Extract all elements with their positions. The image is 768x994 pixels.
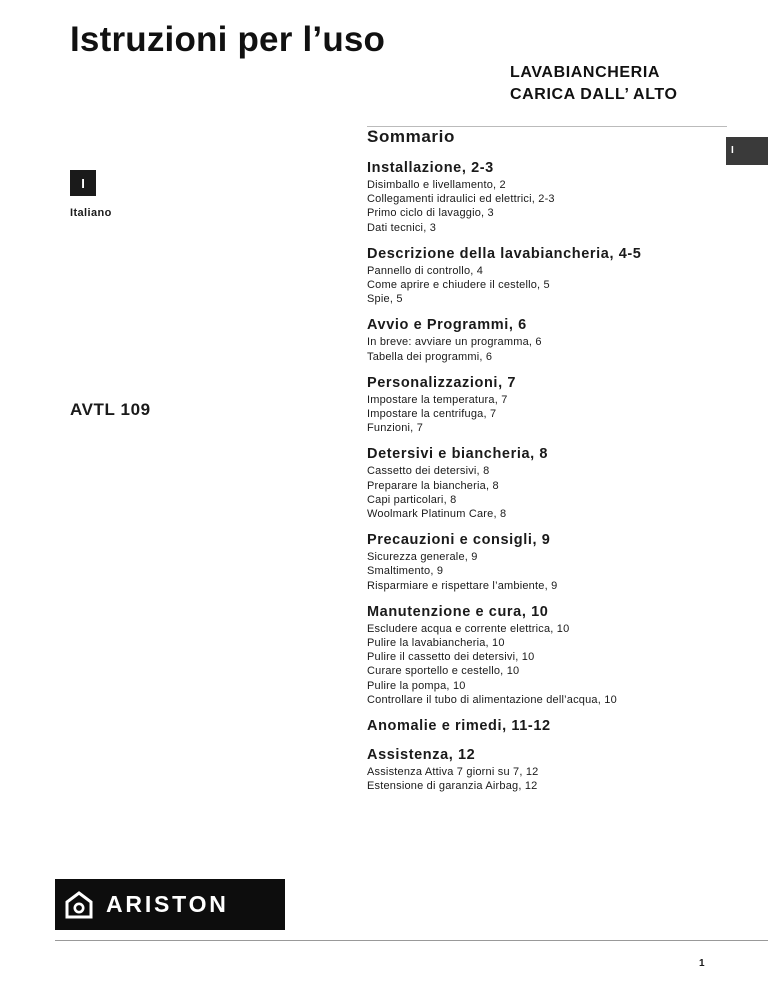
toc-section — [367, 373, 727, 436]
footer-rule — [55, 940, 768, 941]
page-number: 1 — [699, 958, 705, 969]
toc-item: Impostare la temperatura, 7 — [367, 393, 508, 406]
toc-item: Funzioni, 7 — [367, 422, 424, 435]
toc-section — [367, 158, 727, 235]
page-title: Istruzioni per l’uso — [70, 20, 386, 59]
toc-item: Disimballo e livellamento, 2 — [367, 179, 506, 191]
brand-logo — [55, 879, 285, 930]
toc-item: Impostare la centrifuga, 7 — [367, 408, 497, 421]
product-type — [510, 62, 678, 106]
toc-item: Risparmiare e rispettare l’ambiente, 9 — [367, 579, 558, 592]
toc-item: Collegamenti idraulici ed elettrici, 2-3 — [367, 193, 555, 206]
toc-item: Dati tecnici, 3 — [367, 221, 437, 234]
toc-section-title: Avvio e Programmi, 6 — [367, 317, 527, 334]
toc-section — [367, 530, 727, 593]
house-logo-icon — [64, 890, 94, 920]
toc-item: Estensione di garanzia Airbag, 12 — [367, 780, 538, 793]
toc-item-list — [367, 622, 727, 707]
toc-item-list — [367, 264, 727, 307]
toc-item: Assistenza Attiva 7 giorni su 7, 12 — [367, 766, 539, 779]
language-badge: I — [70, 170, 96, 196]
toc-item: Sicurezza generale, 9 — [367, 551, 478, 564]
language-side-tab: I — [726, 137, 768, 165]
toc-heading: Sommario — [367, 127, 455, 146]
toc-section — [367, 444, 727, 521]
toc-section-title: Assistenza, 12 — [367, 747, 476, 764]
toc-section — [367, 602, 727, 707]
toc-section — [367, 745, 727, 793]
toc-item-list — [367, 550, 727, 593]
toc-section-title: Personalizzazioni, 7 — [367, 374, 516, 391]
brand-name: ARISTON — [106, 891, 229, 917]
toc-section — [367, 244, 727, 307]
toc-item-list — [367, 464, 727, 521]
toc-section-title: Descrizione della lavabiancheria, 4-5 — [367, 245, 642, 262]
product-type-line-1: LAVABIANCHERIA — [510, 64, 661, 81]
table-of-contents — [367, 158, 727, 802]
toc-section-title: Precauzioni e consigli, 9 — [367, 532, 551, 549]
toc-item: Tabella dei programmi, 6 — [367, 350, 493, 363]
toc-item: Spie, 5 — [367, 293, 403, 306]
toc-section-title: Installazione, 2-3 — [367, 160, 494, 176]
toc-section-title: Detersivi e biancheria, 8 — [367, 446, 549, 463]
toc-item-list — [367, 765, 727, 793]
toc-item: Primo ciclo di lavaggio, 3 — [367, 207, 494, 220]
toc-item: Cassetto dei detersivi, 8 — [367, 465, 490, 478]
toc-item: Pulire la lavabiancheria, 10 — [367, 637, 505, 650]
toc-section — [367, 716, 727, 736]
toc-item-list — [367, 393, 727, 436]
toc-item: Controllare il tubo di alimentazione dell’acqua, 10 — [367, 693, 617, 706]
product-type-line-2: CARICA DALL’ ALTO — [510, 86, 678, 103]
toc-item: Pulire la pompa, 10 — [367, 679, 466, 692]
toc-section-title: Manutenzione e cura, 10 — [367, 603, 549, 620]
toc-item-list — [367, 335, 727, 363]
toc-item: Woolmark Platinum Care, 8 — [367, 508, 507, 521]
toc-item: In breve: avviare un programma, 6 — [367, 336, 542, 349]
model-code: AVTL 109 — [70, 400, 151, 419]
toc-item: Escludere acqua e corrente elettrica, 10 — [367, 622, 570, 635]
toc-item: Preparare la biancheria, 8 — [367, 479, 499, 492]
toc-item-list — [367, 178, 727, 235]
language-label: Italiano — [70, 207, 112, 219]
toc-section — [367, 315, 727, 363]
toc-item: Capi particolari, 8 — [367, 493, 457, 506]
toc-item: Pulire il cassetto dei detersivi, 10 — [367, 651, 535, 664]
toc-section-title: Anomalie e rimedi, 11-12 — [367, 718, 551, 735]
toc-item: Come aprire e chiudere il cestello, 5 — [367, 279, 550, 292]
toc-item: Curare sportello e cestello, 10 — [367, 665, 520, 678]
toc-item: Smaltimento, 9 — [367, 565, 444, 578]
toc-item: Pannello di controllo, 4 — [367, 264, 484, 277]
